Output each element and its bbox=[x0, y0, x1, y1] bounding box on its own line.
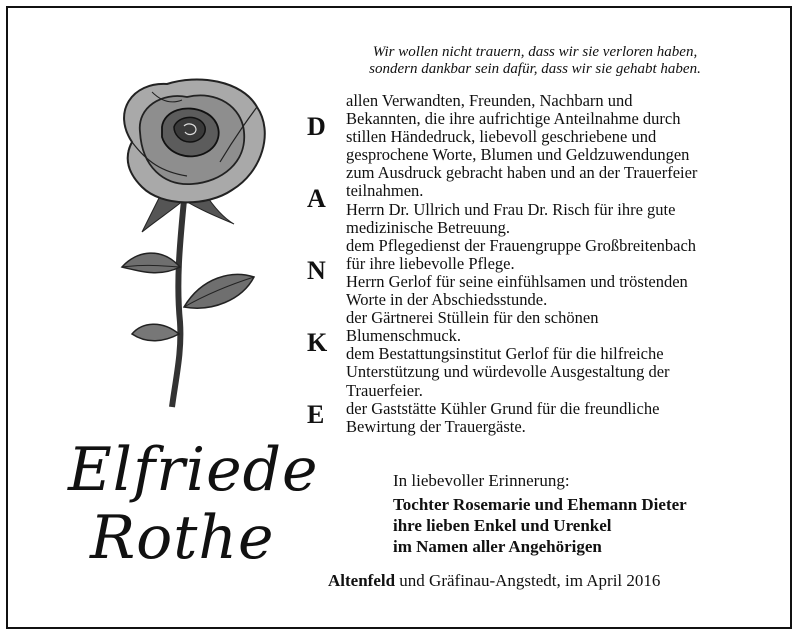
text-line: Herrn Gerlof für seine einfühlsamen und tröstenden bbox=[346, 271, 688, 291]
thanks-text bbox=[346, 92, 786, 436]
epigraph-quote bbox=[340, 44, 730, 78]
text-line: Unterstützung und würdevolle Ausgestaltung der bbox=[346, 362, 670, 382]
family-signatures bbox=[393, 494, 687, 557]
deceased-first-name: Elfriede bbox=[68, 435, 319, 505]
family-line: Tochter Rosemarie und Ehemann Dieter bbox=[393, 495, 687, 514]
acrostic-letter: K bbox=[307, 328, 328, 357]
text-line: dem Bestattungsinstitut Gerlof für die hilfreiche bbox=[346, 344, 664, 364]
text-line: Herrn Dr. Ullrich und Frau Dr. Risch für ihre gute bbox=[346, 199, 676, 219]
acrostic-letter: D bbox=[307, 112, 326, 141]
text-line: gesprochene Worte, Blumen und Geldzuwendungen bbox=[346, 145, 690, 165]
acrostic-letter: A bbox=[307, 184, 326, 213]
family-line: im Namen aller Angehörigen bbox=[393, 537, 602, 556]
acrostic-letter: N bbox=[307, 256, 326, 285]
text-line: medizinische Betreuung. bbox=[346, 217, 511, 237]
place-town: Altenfeld bbox=[328, 571, 396, 590]
text-line: teilnahmen. bbox=[346, 181, 424, 201]
family-line: ihre lieben Enkel und Urenkel bbox=[393, 516, 612, 535]
text-line: allen Verwandten, Freunden, Nachbarn und bbox=[346, 91, 633, 110]
memory-intro: In liebevoller Erinnerung: bbox=[393, 471, 570, 490]
quote-line-2: sondern dankbar sein dafür, dass wir sie gehabt haben. bbox=[369, 61, 701, 77]
text-line: Blumenschmuck. bbox=[346, 326, 462, 346]
text-line: Trauerfeier. bbox=[346, 380, 423, 400]
rose-illustration bbox=[92, 72, 282, 412]
acrostic-letter: E bbox=[307, 400, 325, 429]
place-rest: und Gräfinau-Angstedt, im April 2016 bbox=[395, 571, 661, 590]
quote-line-1: Wir wollen nicht trauern, dass wir sie verloren haben, bbox=[372, 44, 698, 60]
text-line: Bekannten, die ihre aufrichtige Anteilnahme durch bbox=[346, 109, 681, 129]
text-line: stillen Händedruck, liebevoll geschriebene und bbox=[346, 127, 657, 147]
text-line: für ihre liebevolle Pflege. bbox=[346, 253, 515, 273]
text-line: der Gärtnerei Stüllein für den schönen bbox=[346, 308, 599, 328]
text-line: der Gaststätte Kühler Grund für die freundliche bbox=[346, 398, 660, 418]
deceased-last-name: Rothe bbox=[90, 503, 275, 573]
text-line: Bewirtung der Trauergäste. bbox=[346, 416, 526, 436]
text-line: zum Ausdruck gebracht haben und an der Trauerfeier bbox=[346, 163, 698, 183]
text-line: dem Pflegedienst der Frauengruppe Großbreitenbach bbox=[346, 235, 697, 255]
text-line: Worte in der Abschiedsstunde. bbox=[346, 290, 548, 310]
place-date bbox=[328, 571, 660, 591]
